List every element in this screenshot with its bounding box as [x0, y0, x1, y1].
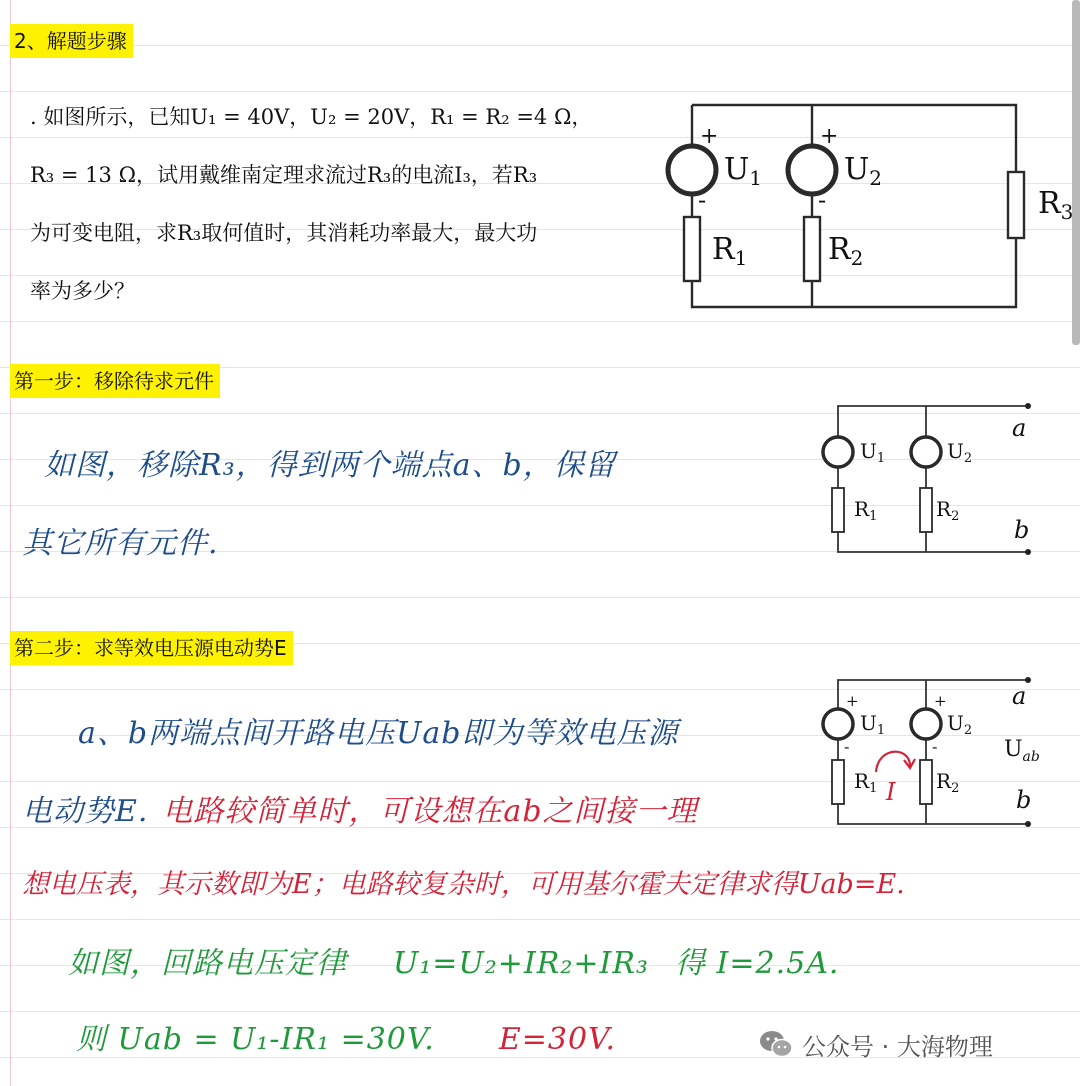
- label-current-i: I: [886, 778, 896, 806]
- problem-line: 率为多少？: [30, 279, 135, 303]
- resistor-r2-icon: [920, 760, 932, 804]
- problem-statement: [30, 88, 640, 320]
- voltage-source-u1-icon: [823, 437, 853, 467]
- resistor-r1-icon: [684, 217, 700, 281]
- label-terminal-b: b: [1014, 516, 1030, 544]
- label-terminal-a: a: [1012, 682, 1027, 710]
- watermark: [758, 1026, 993, 1062]
- label-u2: $U_2$: [844, 152, 883, 190]
- label-r1: $R_1$: [854, 769, 878, 796]
- voltage-source-u2-icon: [911, 709, 941, 739]
- label-r1: $R_1$: [854, 497, 878, 524]
- resistor-r2-icon: [804, 217, 820, 281]
- step1-title: 第一步：移除待求元件: [10, 364, 220, 398]
- label-r2: $R_2$: [828, 232, 864, 270]
- label-terminal-b: b: [1016, 786, 1032, 814]
- problem-line: 为可变电阻，求R₃取何值时，其消耗功率最大，最大功: [30, 221, 538, 245]
- terminal-a-dot: [1025, 403, 1031, 409]
- label-u2: $U_2$: [947, 439, 973, 466]
- resistor-r3-icon: [1008, 172, 1024, 238]
- circuit-diagram-open-circuit-voltage: [820, 672, 1060, 837]
- resistor-r1-icon: [832, 760, 844, 804]
- page-margin-line: [10, 0, 11, 1086]
- wechat-icon: [758, 1029, 794, 1059]
- svg-text:+: +: [934, 692, 947, 710]
- voltage-source-u2-icon: [911, 437, 941, 467]
- svg-text:+: +: [700, 124, 719, 149]
- step2-handwriting-line: 想电压表，其示数即为E；电路较复杂时，可用基尔霍夫定律求得Uab=E.: [22, 869, 905, 900]
- step1-handwriting-line: 其它所有元件.: [22, 526, 219, 561]
- problem-line: R₃ = 13 Ω，试用戴维南定理求流过R₃的电流I₃，若R₃: [30, 163, 538, 187]
- svg-text:+: +: [820, 124, 839, 149]
- svg-text:-: -: [844, 737, 850, 756]
- step1-handwriting-line: 如图，移除R₃，得到两个端点a、b，保留: [44, 448, 616, 483]
- label-u1: $U_1$: [860, 711, 886, 738]
- label-r1: $R_1$: [712, 232, 748, 270]
- problem-line: . 如图所示，已知U₁ = 40V，U₂ = 20V，R₁ = R₂ =4 Ω，: [30, 105, 593, 129]
- label-terminal-a: a: [1012, 414, 1027, 442]
- svg-text:-: -: [698, 186, 707, 214]
- label-u1: $U_1$: [724, 152, 763, 190]
- label-r2: $R_2$: [936, 497, 960, 524]
- section-title-solution-steps: 2、解题步骤: [10, 24, 133, 58]
- circuit-diagram-original: [660, 95, 1080, 325]
- step2-handwriting-line: 则 Uab = U₁-IR₁ =30V. E=30V.: [76, 1022, 617, 1057]
- step2-handwriting-line: 如图，回路电压定律 U₁=U₂+IR₂+IR₃ 得 I=2.5A.: [68, 946, 840, 981]
- voltage-source-u1-icon: [668, 146, 716, 194]
- wire-frame: [838, 406, 1028, 552]
- terminal-b-dot: [1025, 821, 1031, 827]
- step2-handwriting-line: a、b两端点间开路电压Uab即为等效电压源: [78, 716, 679, 751]
- resistor-r2-icon: [920, 488, 932, 532]
- voltage-source-u2-icon: [788, 146, 836, 194]
- label-u1: $U_1$: [860, 439, 886, 466]
- watermark-text: 公众号 · 大海物理: [802, 1032, 993, 1061]
- svg-text:-: -: [818, 186, 827, 214]
- svg-text:-: -: [932, 737, 938, 756]
- label-u2: $U_2$: [947, 711, 973, 738]
- svg-text:+: +: [846, 692, 859, 710]
- step2-handwriting-line: 电动势E. 电路较简单时，可设想在ab之间接一理: [22, 794, 698, 829]
- voltage-source-u1-icon: [823, 709, 853, 739]
- circuit-diagram-removed-r3: [820, 398, 1060, 563]
- label-r3: $R_3$: [1038, 186, 1074, 224]
- step2-title: 第二步：求等效电压源电动势E: [10, 631, 293, 665]
- resistor-r1-icon: [832, 488, 844, 532]
- label-r2: $R_2$: [936, 769, 960, 796]
- wire-loop: [692, 105, 1016, 307]
- terminal-b-dot: [1025, 549, 1031, 555]
- label-uab: $U_{ab}$: [1004, 737, 1040, 765]
